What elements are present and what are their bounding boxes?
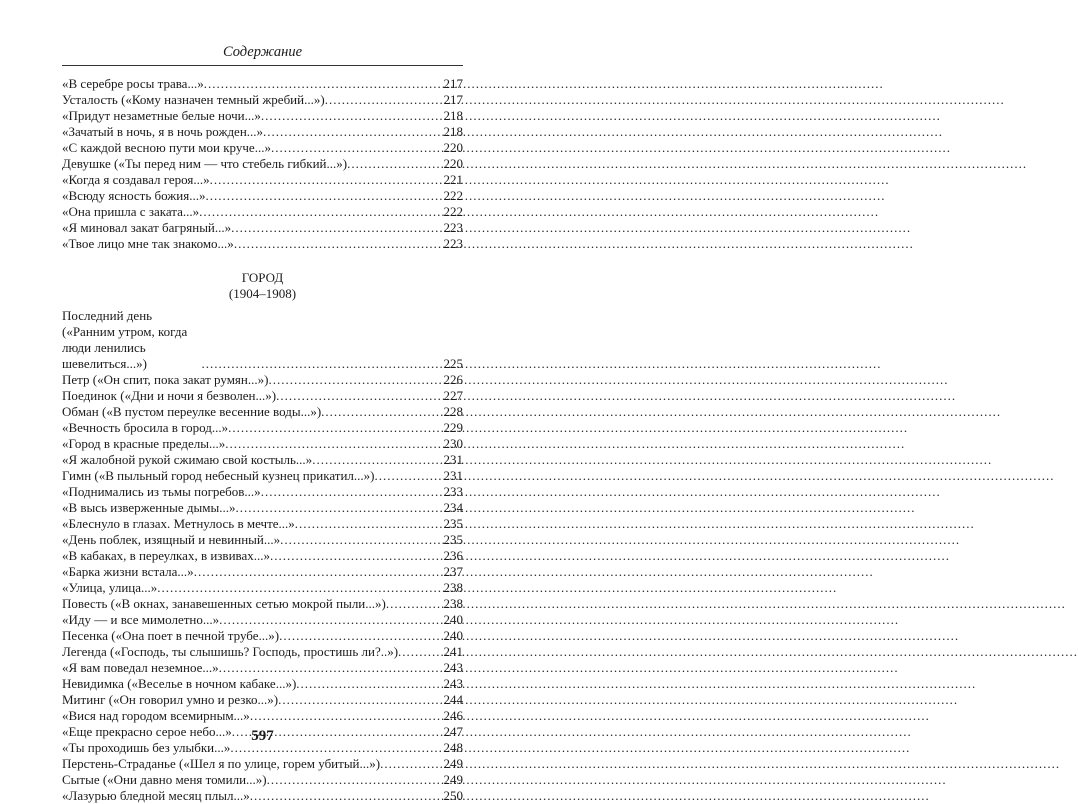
dot-leader [347,156,442,172]
dot-leader [157,580,442,596]
toc-entry [62,692,463,708]
entry-title: Повесть («В окнах, занавешенных сетью мокрой пыли...») [62,596,386,611]
entry-title: Усталость («Кому назначен темный жребий...») [62,92,325,107]
dot-leader [250,708,443,724]
entry-page-number: 218 [443,108,463,123]
dot-leader [231,220,442,236]
dot-leader [219,660,443,676]
entry-title: Сытые («Они давно меня томили...») [62,772,267,787]
section-years: (1904–1908) [228,286,297,301]
entry-page-number: 235 [443,516,463,531]
toc-entry [62,236,463,252]
entry-page-number: 241 [443,644,463,659]
toc-entry [62,436,463,452]
dot-leader [204,76,443,92]
header-rule [62,65,463,66]
entry-page-number: 240 [443,628,463,643]
toc-entry [62,596,463,612]
toc-entry [62,372,463,388]
toc-entry [62,484,463,500]
toc-entry [62,548,463,564]
dot-leader [219,612,442,628]
entry-page-number: 235 [443,532,463,547]
entry-page-number: 225 [443,356,463,371]
entry-page-number: 238 [443,596,463,611]
toc-entry [62,468,463,484]
dot-leader [250,788,443,804]
toc-entry [62,220,463,236]
dot-leader [202,356,443,372]
entry-title: «Когда я создавал героя...» [62,172,210,187]
entry-title: Обман («В пустом переулке весенние воды...») [62,404,322,419]
entry-title: «В серебре росы трава...» [62,76,204,91]
toc-entry [62,788,463,804]
toc-entry [62,108,463,124]
dot-leader [380,756,442,772]
entry-page-number: 218 [443,124,463,139]
entry-page-number: 240 [443,612,463,627]
entry-page-number: 249 [443,772,463,787]
entry-page-number: 250 [443,788,463,803]
entry-title: Последний день («Ранним утром, когда люди ленились шевелиться...») [62,308,188,371]
dot-leader [268,372,442,388]
entry-title: «Она пришла с заката...» [62,204,200,219]
dot-leader [261,484,443,500]
entry-title: «Я вам поведал неземное...» [62,660,219,675]
entry-page-number: 217 [443,76,463,91]
entry-title: «Я жалобной рукой сжимаю свой костыль...» [62,452,313,467]
dot-leader [235,500,442,516]
entry-page-number: 227 [443,388,463,403]
entry-title: Девушке («Ты перед ним — что стебель гибкий...») [62,156,348,171]
dot-leader [261,108,443,124]
entry-page-number: 238 [443,580,463,595]
entry-title: «Зачатый в ночь, я в ночь рожден...» [62,124,264,139]
toc-entry [62,452,463,468]
entry-title: «Придут незаметные белые ночи...» [62,108,261,123]
entry-page-number: 248 [443,740,463,755]
entry-title: Невидимка («Веселье в ночном кабаке...») [62,676,297,691]
dot-leader [263,124,442,140]
dot-leader [225,436,442,452]
toc-entry [62,612,463,628]
toc-entry [62,388,463,404]
entry-title: Петр («Он спит, пока закат румян...») [62,372,269,387]
entry-page-number: 223 [443,236,463,251]
toc-entry [62,756,463,772]
toc-entry [62,308,463,372]
toc-entry [62,188,463,204]
toc-entry [62,676,463,692]
entry-page-number: 234 [443,500,463,515]
toc-entry [62,772,463,788]
dot-leader [270,548,442,564]
entry-page-number: 221 [443,172,463,187]
dot-leader [205,188,442,204]
entry-title: «Всюду ясность божия...» [62,188,206,203]
entry-page-number: 244 [443,692,463,707]
toc-entry [62,156,463,172]
entry-page-number: 217 [443,92,463,107]
dot-leader [194,564,443,580]
entry-page-number: 228 [443,404,463,419]
toc-entry [62,140,463,156]
entry-title: Легенда («Господь, ты слышишь? Господь, простишь ли?..») [62,644,399,659]
page-number: 597 [251,728,274,744]
toc-entry [62,124,463,140]
toc-group-1 [62,76,463,252]
toc-entry [62,172,463,188]
entry-title: «Твое лицо мне так знакомо...» [62,236,234,251]
dot-leader [271,140,443,156]
entry-page-number: 222 [443,188,463,203]
dot-leader [199,204,442,220]
dot-leader [267,772,443,788]
entry-page-number: 222 [443,204,463,219]
entry-page-number: 243 [443,676,463,691]
entry-title: «В кабаках, в переулках, в извивах...» [62,548,271,563]
dot-leader [234,236,443,252]
dot-leader [374,468,442,484]
entry-title: «День поблек, изящный и невинный...» [62,532,281,547]
toc-entry [62,92,463,108]
toc-group-2 [62,270,463,804]
entry-page-number: 246 [443,708,463,723]
entry-title: «Вечность бросила в город...» [62,420,229,435]
entry-title: Песенка («Она поет в печной трубе...») [62,628,280,643]
dot-leader [210,172,443,188]
entry-page-number: 230 [443,436,463,451]
entry-page-number: 249 [443,756,463,771]
entry-title: «Иду — и все мимолетно...» [62,612,220,627]
toc-entry [62,580,463,596]
entry-title: «Город в красные пределы...» [62,436,226,451]
book-page [0,0,525,803]
toc-entry [62,404,463,420]
toc-entry [62,500,463,516]
entry-title: «В высь изверженные дымы...» [62,500,236,515]
entry-title: Гимн («В пыльный город небесный кузнец прикатил...») [62,468,375,483]
entry-title: «Я миновал закат багряный...» [62,220,232,235]
entry-title: «С каждой весною пути мои круче...» [62,140,271,155]
entry-page-number: 237 [443,564,463,579]
entry-page-number: 231 [443,452,463,467]
toc-entry [62,644,463,660]
dot-leader [280,532,442,548]
dot-leader [276,388,442,404]
entry-page-number: 220 [443,140,463,155]
entry-title: «Улица, улица...» [62,580,158,595]
entry-title: Поединок («Дни и ночи я безволен...») [62,388,277,403]
entry-title: «Блеснуло в глазах. Метнулось в мечте...» [62,516,295,531]
toc-entry [62,420,463,436]
dot-leader [321,404,442,420]
dot-leader [296,676,442,692]
entry-page-number: 229 [443,420,463,435]
toc-entry [62,660,463,676]
entry-title: «Барка жизни встала...» [62,564,194,579]
dot-leader [278,692,442,708]
toc-entry [62,564,463,580]
dot-leader [279,628,442,644]
entry-title: «Ты проходишь без улыбки...» [62,740,231,755]
toc-entry [62,516,463,532]
running-header: Содержание [222,44,303,60]
entry-page-number: 220 [443,156,463,171]
entry-page-number: 223 [443,220,463,235]
toc-entry [62,628,463,644]
dot-leader [312,452,442,468]
entry-title: «Лазурью бледной месяц плыл...» [62,788,250,803]
entry-title: Перстень-Страданье («Шел я по улице, горем убитый...») [62,756,381,771]
entry-title: Митинг («Он говорил умно и резко...») [62,692,279,707]
entry-page-number: 226 [443,372,463,387]
entry-page-number: 236 [443,548,463,563]
entry-title: «Поднимались из тьмы погребов...» [62,484,261,499]
toc-entry [62,204,463,220]
toc-list [62,76,463,252]
section-title: ГОРОД [241,270,284,285]
entry-title: «Вися над городом всемирным...» [62,708,250,723]
entry-page-number: 243 [443,660,463,675]
toc-entry [62,532,463,548]
dot-leader [325,92,443,108]
entry-title: «Еще прекрасно серое небо...» [62,724,232,739]
toc-entry [62,76,463,92]
entry-page-number: 231 [443,468,463,483]
dot-leader [398,644,442,660]
entry-page-number: 233 [443,484,463,499]
dot-leader [295,516,443,532]
toc-entry [62,708,463,724]
dot-leader [386,596,443,612]
dot-leader [228,420,442,436]
entry-page-number: 247 [443,724,463,739]
